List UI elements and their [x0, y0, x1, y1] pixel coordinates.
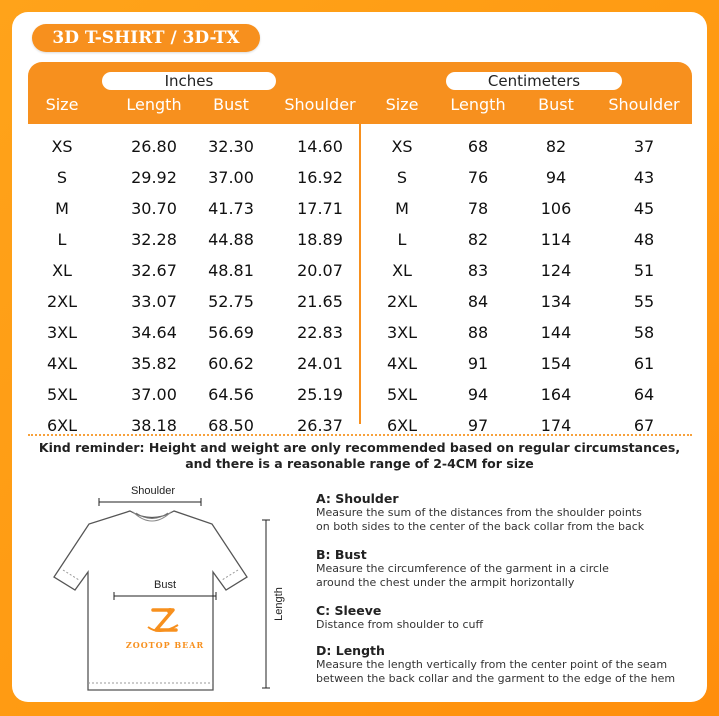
cell-length-cm: 97 [467, 416, 489, 431]
size-table [28, 62, 692, 431]
cell-size: XL [392, 261, 412, 280]
reminder-line-1: Kind reminder: Height and weight are only recommended based on regular circumstances, [38, 440, 681, 455]
cell-bust-cm: 94 [545, 168, 567, 187]
cell-shoulder-in: 16.92 [297, 168, 343, 187]
cell-length-in: 37.00 [131, 385, 177, 404]
measure-text: around the chest under the armpit horizontally [316, 575, 575, 589]
measure-text: Measure the sum of the distances from the shoulder points [316, 506, 642, 519]
cell-length-cm: 88 [467, 323, 489, 342]
cell-bust-cm: 114 [540, 230, 572, 249]
table-row [28, 348, 692, 379]
cell-shoulder-in: 14.60 [297, 137, 343, 156]
cell-shoulder-cm: 37 [633, 137, 655, 156]
cell-length-in: 35.82 [131, 354, 177, 373]
cell-shoulder-in: 21.65 [297, 292, 343, 311]
kind-reminder [12, 440, 707, 472]
measure-text: Measure the length vertically from the center point of the seam [316, 658, 668, 671]
cell-bust-in: 41.73 [208, 199, 254, 218]
size-chart-card [12, 12, 707, 702]
cell-bust-in: 64.56 [208, 385, 254, 404]
tshirt-diagram [52, 480, 312, 695]
header-shoulder-cm: Shoulder [608, 95, 680, 114]
shoulder-label: Shoulder [130, 485, 176, 497]
cell-shoulder-cm: 64 [633, 385, 655, 404]
cell-shoulder-cm: 45 [633, 199, 655, 218]
table-row [28, 131, 692, 162]
measure-title: C: Sleeve [316, 603, 382, 618]
cell-bust-in: 68.50 [208, 416, 254, 431]
table-row [28, 317, 692, 348]
cell-bust-in: 56.69 [208, 323, 254, 342]
cell-bust-in: 37.00 [208, 168, 254, 187]
cell-length-cm: 78 [467, 199, 489, 218]
table-row [28, 286, 692, 317]
measure-sleeve [316, 603, 706, 632]
cell-shoulder-cm: 51 [633, 261, 655, 280]
measure-length [316, 643, 706, 685]
cell-bust-in: 32.30 [208, 137, 254, 156]
table-row [28, 224, 692, 255]
cell-length-in: 26.80 [131, 137, 177, 156]
header-size-cm: Size [385, 95, 419, 114]
cell-shoulder-in: 22.83 [297, 323, 343, 342]
cell-size: L [57, 230, 67, 249]
cell-bust-cm: 154 [540, 354, 572, 373]
brand-name: ZOOTOP BEAR [125, 640, 205, 650]
header-size-in: Size [45, 95, 79, 114]
cell-bust-cm: 124 [540, 261, 572, 280]
measure-shoulder [316, 491, 706, 533]
cell-length-in: 29.92 [131, 168, 177, 187]
cell-size: 6XL [46, 416, 78, 431]
cell-bust-in: 52.75 [208, 292, 254, 311]
measure-text: on both sides to the center of the back collar from the back [316, 519, 645, 533]
header-bust-cm: Bust [538, 95, 574, 114]
cell-length-in: 30.70 [131, 199, 177, 218]
cell-size: XS [391, 137, 413, 156]
table-row [28, 162, 692, 193]
cell-shoulder-in: 20.07 [297, 261, 343, 280]
cell-bust-cm: 174 [540, 416, 572, 431]
cell-length-cm: 91 [467, 354, 489, 373]
table-row [28, 193, 692, 224]
cell-shoulder-in: 18.89 [297, 230, 343, 249]
header-bust-in: Bust [213, 95, 249, 114]
header-length-in: Length [126, 95, 182, 114]
header-shoulder-in: Shoulder [284, 95, 356, 114]
cell-length-cm: 83 [467, 261, 489, 280]
cell-bust-in: 60.62 [208, 354, 254, 373]
centimeters-label: Centimeters [446, 72, 622, 90]
cell-size: 3XL [386, 323, 418, 342]
inches-label: Inches [102, 72, 276, 90]
cell-size: 3XL [46, 323, 78, 342]
cell-length-cm: 94 [467, 385, 489, 404]
cell-bust-in: 48.81 [208, 261, 254, 280]
cell-shoulder-cm: 48 [633, 230, 655, 249]
cell-bust-cm: 106 [540, 199, 572, 218]
cell-size: 5XL [386, 385, 418, 404]
cell-bust-cm: 134 [540, 292, 572, 311]
cell-size: 2XL [386, 292, 418, 311]
cell-size: L [397, 230, 407, 249]
measure-text: Distance from shoulder to cuff [316, 618, 484, 631]
section-divider [28, 434, 692, 437]
cell-length-cm: 82 [467, 230, 489, 249]
cell-shoulder-in: 25.19 [297, 385, 343, 404]
cell-shoulder-cm: 61 [633, 354, 655, 373]
header-length-cm: Length [450, 95, 506, 114]
length-label: Length [273, 587, 285, 621]
cell-bust-cm: 144 [540, 323, 572, 342]
table-row [28, 255, 692, 286]
cell-shoulder-cm: 55 [633, 292, 655, 311]
measure-bust [316, 547, 706, 589]
cell-bust-cm: 164 [540, 385, 572, 404]
table-header [28, 62, 692, 124]
measure-title: D: Length [316, 643, 385, 658]
measure-text: Measure the circumference of the garment in a circle [316, 562, 609, 575]
reminder-line-2: and there is a reasonable range of 2-4CM for size [185, 456, 534, 471]
cell-size: M [395, 199, 409, 218]
cell-shoulder-cm: 67 [633, 416, 655, 431]
tshirt-outline [54, 511, 247, 690]
cell-shoulder-in: 24.01 [297, 354, 343, 373]
cell-shoulder-cm: 43 [633, 168, 655, 187]
product-title: 3D T-SHIRT / 3D-TX [32, 24, 260, 52]
cell-shoulder-in: 17.71 [297, 199, 343, 218]
cell-size: XL [52, 261, 72, 280]
cell-bust-in: 44.88 [208, 230, 254, 249]
cell-size: M [55, 199, 69, 218]
cell-size: 6XL [386, 416, 418, 431]
cell-length-in: 34.64 [131, 323, 177, 342]
table-row [28, 379, 692, 410]
measure-text: between the back collar and the garment to the edge of the hem [316, 671, 676, 685]
cell-size: XS [51, 137, 73, 156]
cell-size: S [56, 168, 68, 187]
measure-title: A: Shoulder [316, 491, 399, 506]
cell-shoulder-in: 26.37 [297, 416, 343, 431]
cell-size: 4XL [386, 354, 418, 373]
cell-length-in: 32.28 [131, 230, 177, 249]
cell-shoulder-cm: 58 [633, 323, 655, 342]
cell-length-cm: 84 [467, 292, 489, 311]
cell-size: 2XL [46, 292, 78, 311]
cell-bust-cm: 82 [545, 137, 567, 156]
cell-length-in: 33.07 [131, 292, 177, 311]
cell-length-in: 38.18 [131, 416, 177, 431]
cell-size: 4XL [46, 354, 78, 373]
measure-title: B: Bust [316, 547, 367, 562]
bust-label: Bust [153, 579, 177, 591]
table-row [28, 410, 692, 431]
cell-size: S [396, 168, 408, 187]
cell-size: 5XL [46, 385, 78, 404]
cell-length-cm: 76 [467, 168, 489, 187]
cell-length-in: 32.67 [131, 261, 177, 280]
tshirt-illustration [52, 480, 312, 695]
cell-length-cm: 68 [467, 137, 489, 156]
